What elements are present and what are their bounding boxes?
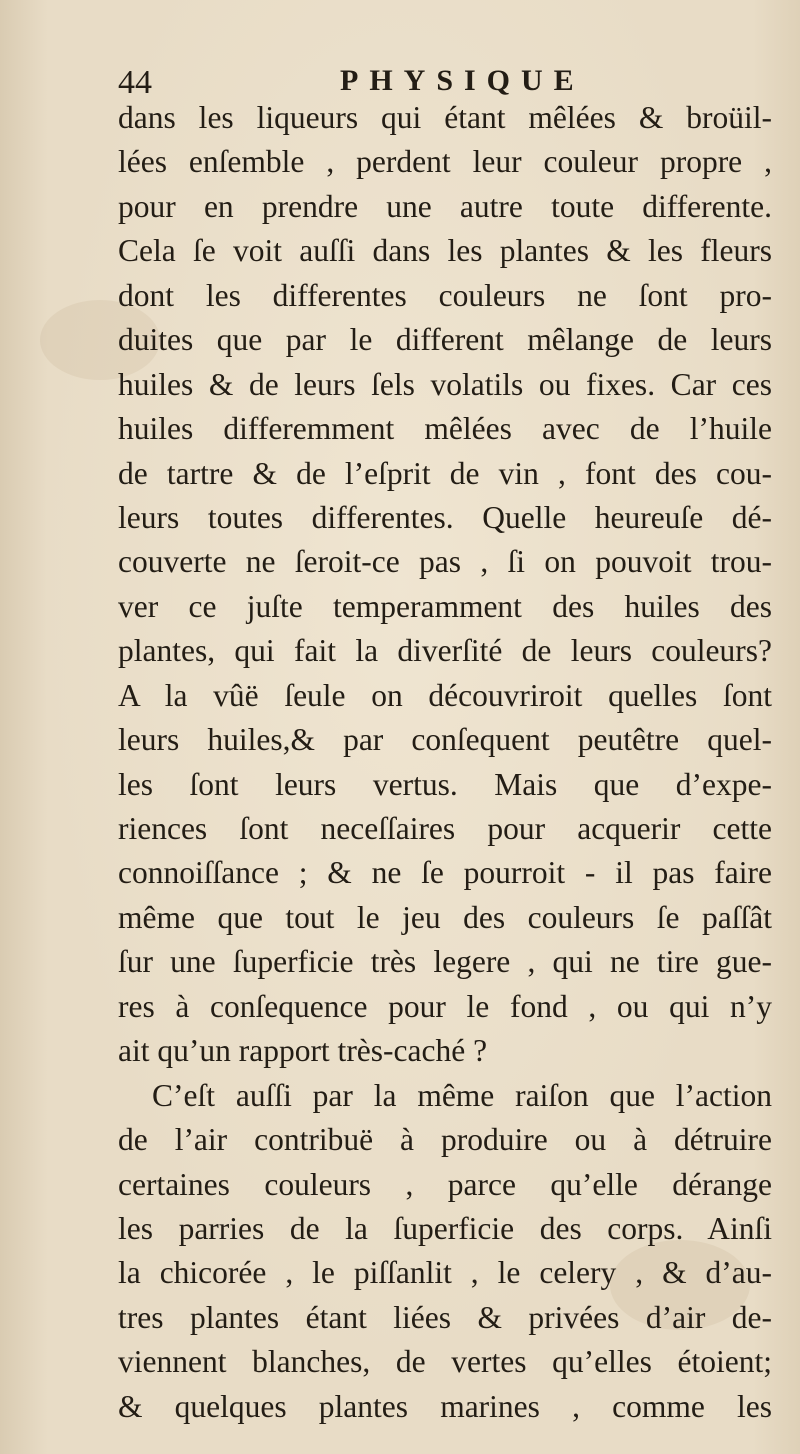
text-line: & quelques plantes marines , comme les: [118, 1388, 772, 1424]
text-line: A la vûë ſeule on découvriroit quelles ſont: [118, 677, 772, 713]
running-title: PHYSIQUE: [340, 64, 585, 97]
text-line: couverte ne ſeroit-ce pas , ſi on pouvoit trou-: [118, 544, 772, 580]
text-line: même que tout le jeu des couleurs ſe paſſât: [118, 899, 772, 935]
text-line: ver ce juſte temperamment des huiles des: [118, 588, 772, 624]
text-line: de tartre & de l’eſprit de vin , font des cou-: [118, 455, 772, 491]
text-line: la chicorée , le piſſanlit , le celery , & d’au-: [118, 1255, 772, 1291]
text-line: ſur une ſuperficie très legere , qui ne tire gue-: [118, 944, 772, 980]
text-line: les ſont leurs vertus. Mais que d’expe-: [118, 766, 772, 802]
text-line: viennent blanches, de vertes qu’elles étoient;: [118, 1344, 772, 1380]
text-line: tres plantes étant liées & privées d’air de-: [118, 1299, 772, 1335]
text-line: ait qu’un rapport très-caché ?: [118, 1033, 488, 1069]
text-line: dans les liqueurs qui étant mêlées & broüil-: [118, 100, 772, 135]
body-text: [118, 96, 772, 1429]
text-line: de l’air contribuë à produire ou à détruire: [118, 1122, 772, 1158]
text-line: riences ſont neceſſaires pour acquerir cette: [118, 811, 772, 846]
text-line: duites que par le different mêlange de leurs: [118, 322, 772, 358]
text-line: pour en prendre une autre toute differente.: [118, 188, 772, 224]
text-line: les parries de la ſuperficie des corps. Ainſi: [118, 1210, 772, 1246]
text-line: connoiſſance ; & ne ſe pourroit - il pas faire: [118, 855, 772, 891]
text-line: huiles & de leurs ſels volatils ou fixes. Car ces: [118, 366, 772, 402]
text-line: leurs toutes differentes. Quelle heureuſe dé-: [118, 499, 772, 535]
text-line: dont les differentes couleurs ne ſont pro-: [118, 277, 772, 313]
paragraph-start-line: C’eſt auſſi par la même raiſon que l’action: [152, 1077, 772, 1113]
text-line: leurs huiles,& par conſequent peutêtre quel-: [118, 722, 772, 758]
text-line: huiles differemment mêlées avec de l’huile: [118, 411, 772, 447]
page-number: 44: [118, 64, 152, 101]
text-line: res à conſequence pour le fond , ou qui n’y: [118, 988, 772, 1024]
text-line: certaines couleurs , parce qu’elle dérange: [118, 1166, 772, 1202]
text-line: lées enſemble , perdent leur couleur propre ,: [118, 144, 772, 180]
text-line: Cela ſe voit auſſi dans les plantes & les fleurs: [118, 233, 772, 269]
text-line: plantes, qui fait la diverſité de leurs couleurs?: [118, 633, 772, 669]
